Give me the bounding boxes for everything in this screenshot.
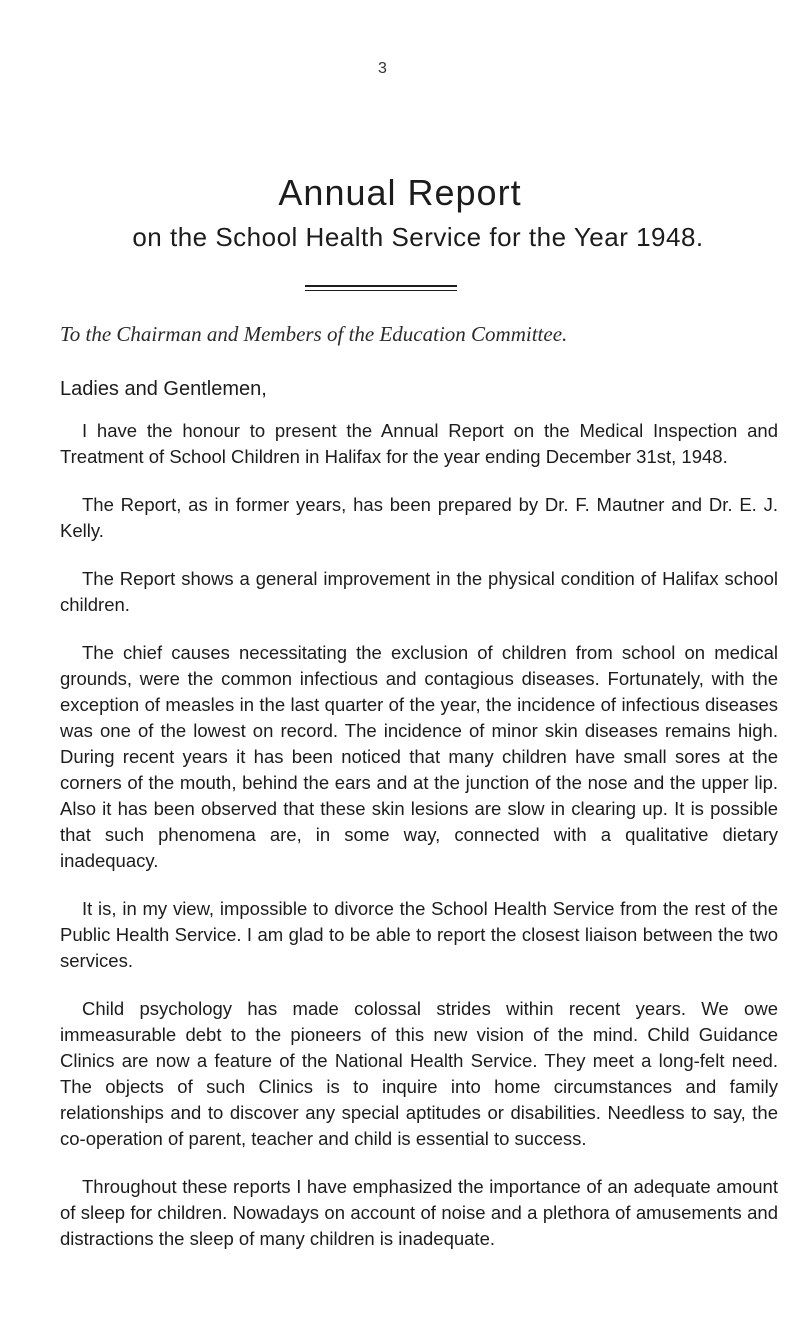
paragraph-intro: I have the honour to present the Annual Report on the Medical Inspection and Treatment of School Children in Halifax for the year ending December 31st, 1948. (60, 420, 778, 467)
page-number: 3 (378, 60, 387, 77)
report-subtitle: on the School Health Service for the Year 1948. (132, 222, 704, 252)
paragraph-child-psychology: Child psychology has made colossal strides within recent years. We owe immeasurable debt to the pioneers of this new vision of the mind. Child Guidance Clinics are now a feature of the National Health Service. They meet a long-felt need. The objects of such Clinics is to inquire into home circumstances and family relationships and to discover any special aptitudes or disabilities. Needless to say, the co-operation of parent, teacher and child is essential to success. (60, 998, 778, 1149)
paragraph-public-health: It is, in my view, impossible to divorce the School Health Service from the rest of the Public Health Service. I am glad to be able to report the closest liaison between the two services. (60, 898, 778, 971)
report-title: Annual Report (278, 172, 522, 213)
paragraph-improvement: The Report shows a general improvement in the physical condition of Halifax school children. (60, 568, 778, 615)
title-divider-thin (305, 290, 457, 291)
paragraph-preparers: The Report, as in former years, has been prepared by Dr. F. Mautner and Dr. E. J. Kelly. (60, 494, 778, 541)
paragraph-exclusion-causes: The chief causes necessitating the exclusion of children from school on medical grounds, were the common infectious and contagious diseases. Fortunately, with the exception of measles in the last quarter of the year, the incidence of infectious diseases was one of the lowest on record. The incidence of minor skin diseases remains high. During recent years it has been noticed that many children have small sores at the corners of the mouth, behind the ears and at the junction of the nose and the upper lip. Also it has been observed that these skin lesions are slow in clearing up. It is possible that such phenomena are, in some way, connected with a qualitative dietary inadequacy. (60, 642, 778, 871)
salutation: Ladies and Gentlemen, (60, 378, 267, 400)
title-divider-thick (305, 285, 457, 287)
addressee-line: To the Chairman and Members of the Education Committee. (60, 322, 568, 346)
paragraph-sleep: Throughout these reports I have emphasized the importance of an adequate amount of sleep for children. Nowadays on account of noise and a plethora of amusements and distractions the sleep of many children is inadequate. (60, 1176, 778, 1249)
report-body (60, 418, 778, 1274)
